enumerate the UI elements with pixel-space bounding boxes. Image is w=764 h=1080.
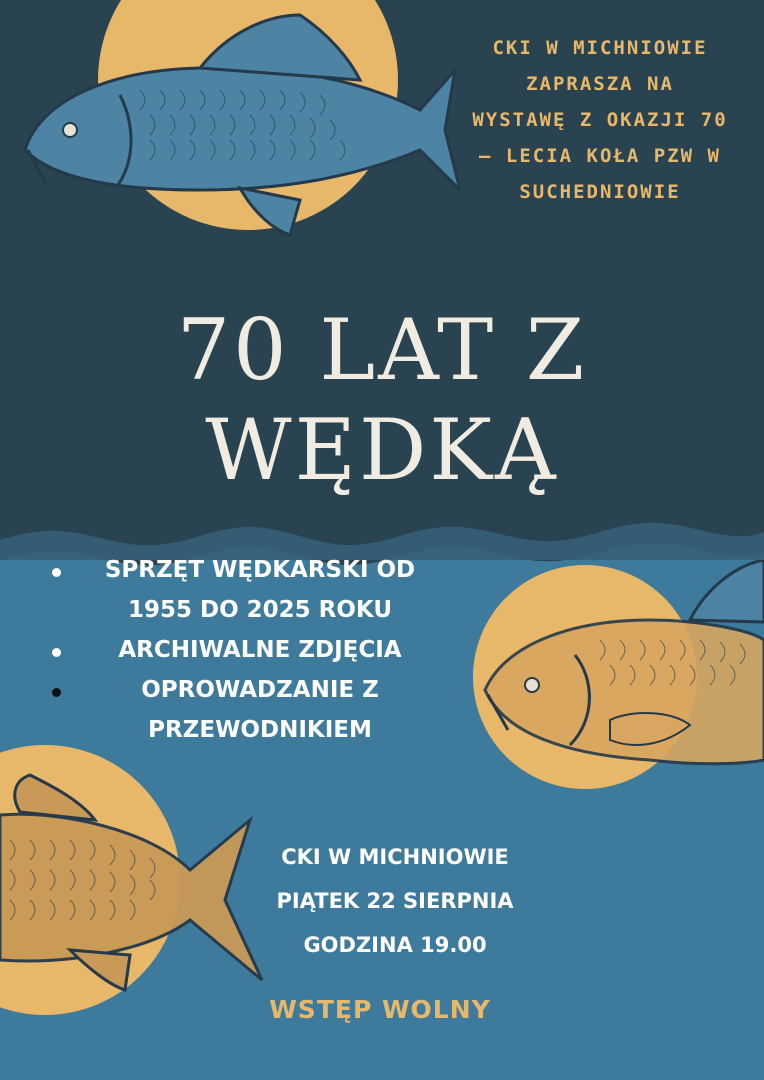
top-carp-illustration xyxy=(0,0,460,250)
bullet-dot-icon xyxy=(52,688,61,697)
bullet-dot-icon xyxy=(52,648,61,657)
invite-line: WYSTAWĘ Z OKAZJI 70 xyxy=(472,109,728,131)
poster-title-line-1: 70 LAT Z xyxy=(176,301,588,399)
event-details xyxy=(255,835,535,967)
list-item xyxy=(40,670,440,750)
list-item-label: OPROWADZANIE Z PRZEWODNIKIEM xyxy=(141,677,379,743)
feature-list xyxy=(40,550,440,750)
list-item-label: SPRZĘT WĘDKARSKI OD 1955 DO 2025 ROKU xyxy=(104,557,416,623)
event-place: CKI W MICHNIOWIE xyxy=(281,845,509,869)
poster-title-line-2: WĘDKĄ xyxy=(205,401,559,499)
right-carp-illustration xyxy=(450,560,764,800)
event-time: GODZINA 19.00 xyxy=(303,933,487,957)
invite-line: ZAPRASZA NA xyxy=(526,73,674,95)
event-date: PIĄTEK 22 SIERPNIA xyxy=(276,889,514,913)
invitation-text xyxy=(440,30,760,210)
list-item xyxy=(40,630,440,670)
list-item-label: ARCHIWALNE ZDJĘCIA xyxy=(118,637,402,663)
bottom-carp-illustration xyxy=(0,740,270,1020)
free-entry-label: WSTĘP WOLNY xyxy=(269,995,491,1024)
bullet-dot-icon xyxy=(52,568,61,577)
list-item xyxy=(40,550,440,630)
invite-line: – LECIA KOŁA PZW W xyxy=(479,145,721,167)
invite-line: CKI W MICHNIOWIE xyxy=(492,37,708,59)
invite-line: SUCHEDNIOWIE xyxy=(519,181,681,203)
